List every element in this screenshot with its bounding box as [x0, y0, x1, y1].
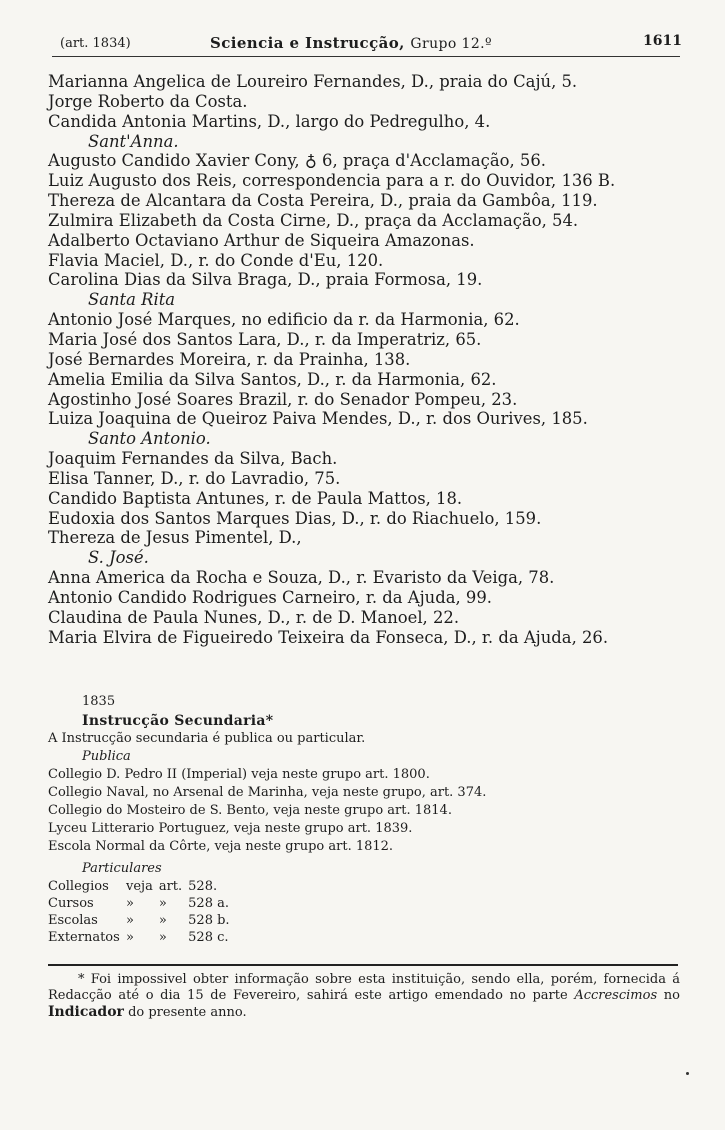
name-entry: Elisa Tanner, D., r. do Lavradio, 75.: [48, 468, 341, 488]
name-entry: Anna America da Rocha e Souza, D., r. Evaristo da Veiga, 78.: [48, 568, 555, 588]
name-entry: Eudoxia dos Santos Marques Dias, D., r. do Riachuelo, 159.: [48, 508, 542, 528]
name-entry: Antonio José Marques, no edificio da r. da Harmonia, 62.: [48, 310, 520, 330]
footnote-text-3: do presente anno.: [128, 1005, 247, 1020]
particulares-ditto1: veja: [126, 879, 153, 894]
name-entry: Jorge Roberto da Costa.: [48, 91, 248, 111]
name-entry: Thereza de Alcantara da Costa Pereira, D., praia da Gambôa, 119.: [48, 191, 598, 211]
particulares-name: Collegios: [48, 879, 109, 894]
publica-item: Lyceu Litterario Portuguez, veja neste grupo art. 1839.: [48, 821, 413, 836]
footnote-bold: Indicador: [48, 1004, 124, 1020]
name-entry: Joaquim Fernandes da Silva, Bach.: [48, 449, 338, 469]
name-entry: Amelia Emilia da Silva Santos, D., r. da Harmonia, 62.: [48, 369, 497, 389]
particulares-row: [48, 929, 236, 946]
name-entry: Flavia Maciel, D., r. do Conde d'Eu, 120.: [48, 250, 384, 270]
name-entry: Zulmira Elizabeth da Costa Cirne, D., praça da Acclamação, 54.: [48, 210, 579, 230]
publica-list: [48, 766, 688, 856]
particulares-name: Escolas: [48, 913, 98, 928]
particulares-ditto2: art.: [158, 879, 183, 894]
name-entry: Carolina Dias da Silva Braga, D., praia Formosa, 19.: [48, 270, 483, 290]
header-grupo: Grupo 12.º: [410, 36, 492, 52]
header-title: [210, 34, 492, 52]
particulares-ditto1: »: [126, 913, 134, 928]
particulares-row: [48, 878, 236, 895]
particulares-ref: 528.: [188, 879, 218, 894]
footnote-rule: [48, 964, 678, 966]
name-entry: Luiza Joaquina de Queiroz Paiva Mendes, D., r. dos Ourives, 185.: [48, 409, 588, 429]
article-number: 1835: [82, 694, 116, 709]
particulares-name: Externatos: [48, 930, 120, 945]
name-entry: Agostinho José Soares Brazil, r. do Senador Pompeu, 23.: [48, 389, 518, 409]
section-heading: Sant'Anna.: [88, 131, 179, 151]
particulares-table: [48, 878, 236, 946]
particulares-heading: Particulares: [82, 861, 162, 876]
particulares-ref: 528 c.: [188, 930, 229, 945]
section-heading: S. José.: [88, 548, 149, 568]
name-entry: José Bernardes Moreira, r. da Prainha, 138.: [48, 349, 411, 369]
particulares-ditto2: »: [158, 930, 167, 945]
particulares-ref: 528 b.: [188, 913, 230, 928]
publica-item: Collegio do Mosteiro de S. Bento, veja neste grupo art. 1814.: [48, 803, 452, 818]
name-entry: Antonio Candido Rodrigues Carneiro, r. da Ajuda, 99.: [48, 587, 492, 607]
page-header: [60, 30, 682, 56]
particulares-ditto1: »: [126, 930, 134, 945]
particulares-ditto2: »: [158, 896, 167, 911]
footnote-text-2: no: [663, 988, 680, 1003]
print-speck: [686, 1072, 689, 1075]
header-title-text: Sciencia e Instrucção,: [210, 34, 405, 52]
name-list: [48, 72, 688, 647]
publica-heading: Publica: [82, 749, 131, 764]
page-number: 1611: [643, 33, 682, 49]
publica-item: Collegio Naval, no Arsenal de Marinha, veja neste grupo, art. 374.: [48, 785, 487, 800]
header-article-ref: (art. 1834): [60, 36, 131, 51]
footnote-text: * Foi impossivel obter informação sobre esta instituição, sendo ella, porém, fornecida á Redacção até o dia 15 de Fevereiro, sahirá este artigo emendado no parte: [48, 972, 680, 1003]
particulares-row: [48, 895, 236, 912]
name-entry: Augusto Candido Xavier Cony, ♁ 6, praça d'Acclamação, 56.: [48, 151, 546, 171]
secondary-instruction-section: [48, 692, 688, 946]
section-heading: Santo Antonio.: [88, 429, 211, 449]
name-entry: Claudina de Paula Nunes, D., r. de D. Manoel, 22.: [48, 607, 460, 627]
publica-item: Escola Normal da Côrte, veja neste grupo art. 1812.: [48, 839, 394, 854]
footnote-italic: Accrescimos: [574, 988, 658, 1003]
name-entry: Candida Antonia Martins, D., largo do Pedregulho, 4.: [48, 111, 491, 131]
name-entry: Maria Elvira de Figueiredo Teixeira da Fonseca, D., r. da Ajuda, 26.: [48, 627, 609, 647]
name-entry: Maria José dos Santos Lara, D., r. da Imperatriz, 65.: [48, 329, 482, 349]
publica-item: Collegio D. Pedro II (Imperial) veja neste grupo art. 1800.: [48, 767, 430, 782]
section-intro: A Instrucção secundaria é publica ou particular.: [48, 731, 366, 746]
particulares-row: [48, 912, 236, 929]
particulares-ditto1: »: [126, 896, 134, 911]
particulares-ref: 528 a.: [188, 896, 229, 911]
particulares-ditto2: »: [158, 913, 167, 928]
particulares-name: Cursos: [48, 896, 94, 911]
name-entry: Thereza de Jesus Pimentel, D.,: [48, 528, 302, 548]
name-entry: Marianna Angelica de Loureiro Fernandes, D., praia do Cajú, 5.: [48, 72, 578, 91]
name-entry: Adalberto Octaviano Arthur de Siqueira Amazonas.: [48, 230, 475, 250]
footnote: [48, 972, 680, 1021]
header-rule: [52, 56, 680, 57]
name-entry: Candido Baptista Antunes, r. de Paula Mattos, 18.: [48, 488, 463, 508]
section-title: Instrucção Secundaria*: [82, 713, 274, 729]
name-entry: Luiz Augusto dos Reis, correspondencia para a r. do Ouvidor, 136 B.: [48, 171, 616, 191]
section-heading: Santa Rita: [88, 290, 176, 310]
